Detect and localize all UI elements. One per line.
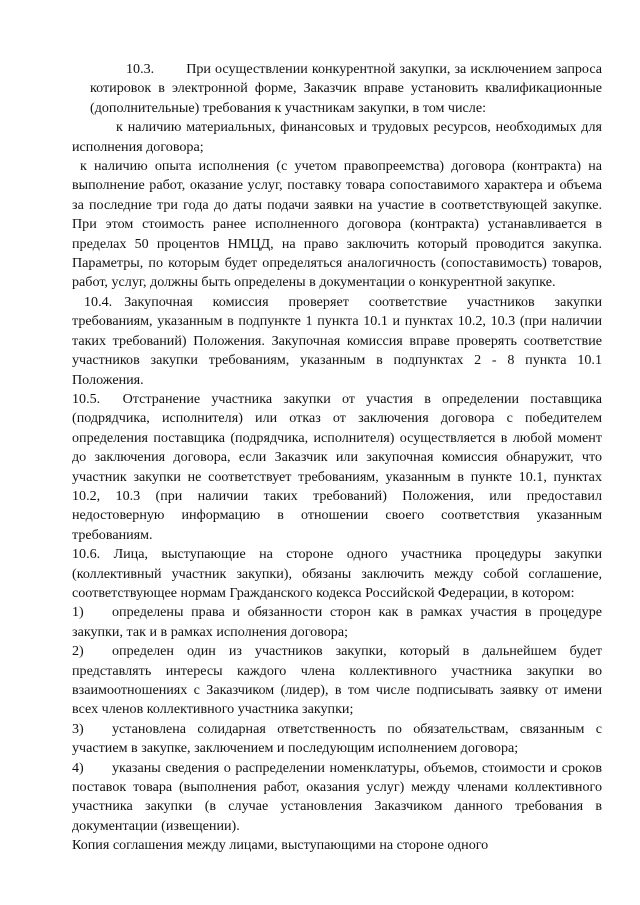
paragraph-text: Лица, выступающие на стороне одного участника процедуры закупки (коллективный участник закупки), обязаны заключить между собой соглашение, соответствующее нормам Гражданского кодекса Российской Федерации, в котором: bbox=[72, 546, 602, 601]
requirement-experience: к наличию опыта исполнения (с учетом правопреемства) договора (контракта) на выполнение работ, оказание услуг, поставку товара сопоставимого характера и объема за последние три года до даты подачи заявки на участие в соответствующей закупке. При этом стоимость ранее исполненного договора (контракта) устанавливается в пределах 50 процентов НМЦД, на право заключить который проводится закупка. Параметры, по которым будет определяться аналогичность (сопоставимость) товаров, работ, услуг, должны быть определены в документации о конкурентной закупке. bbox=[72, 158, 602, 291]
list-item: 1) определены права и обязанности сторон как в рамках участия в процедуре закупки, так и в рамках исполнения договора; bbox=[72, 604, 602, 640]
paragraph-10-4 bbox=[72, 293, 602, 390]
paragraph-number: 10.3. bbox=[126, 61, 155, 77]
paragraph-10-5 bbox=[72, 390, 602, 545]
paragraph-text: При осуществлении конкурентной закупки, за исключением запроса котировок в электронной форме, Заказчик вправе установить квалификационные (дополнительные) требования к участникам закупки, в том числе: bbox=[90, 61, 602, 116]
paragraph-10-6 bbox=[72, 545, 602, 603]
paragraph-text: Закупочная комиссия проверяет соответствие участников закупки требованиям, указанным в подпункте 1 пункта 10.1 и пунктах 10.2, 10.3 (при наличии таких требований) Положения. Закупочная комиссия вправе проверять соответствие участников закупки требованиям, указанным в подпунктах 2 - 8 пункта 10.1 Положения. bbox=[72, 293, 602, 388]
list-item: 3) установлена солидарная ответственность по обязательствам, связанным с участием в закупке, заключением и последующим исполнением договора; bbox=[72, 720, 602, 757]
closing-line: Копия соглашения между лицами, выступающими на стороне одного bbox=[72, 837, 489, 854]
list-item: 4) указаны сведения о распределении номенклатуры, объемов, стоимости и сроков поставок товара (выполнения работ, оказания услуг) между членами коллективного участника закупки (в случае установления Заказчиком данного требования в документации (извещении). bbox=[72, 759, 602, 834]
paragraph-text: Отстранение участника закупки от участия в определении поставщика (подрядчика, исполнителя) или отказ от заключения договора с победителем определения поставщика (подрядчика, исполнителя) осуществляется в любой момент до заключения договора, если Заказчик или закупочная комиссия обнаружит, что участник закупки не соответствует требованиям, указанным в пункте 10.1, пунктах 10.2, 10.3 (при наличии таких требований) Положения, или предоставил недостоверную информацию в отношении своего соответствия указанным требованиям. bbox=[72, 390, 603, 543]
list-item: 2) определен один из участников закупки, который в дальнейшем будет представлять интересы каждого члена коллективного участника закупки во взаимоотношениях с Заказчиком (лидер), в том числе подписывать заявку от имени всех членов коллективного участника закупки; bbox=[72, 643, 602, 718]
paragraph-10-3 bbox=[90, 60, 602, 118]
paragraph-number: 10.5. bbox=[72, 390, 101, 407]
requirement-resources: к наличию материальных, финансовых и трудовых ресурсов, необходимых для исполнения договора; bbox=[72, 119, 602, 155]
paragraph-number: 10.4. bbox=[84, 293, 113, 310]
paragraph-number: 10.6. bbox=[72, 546, 101, 563]
